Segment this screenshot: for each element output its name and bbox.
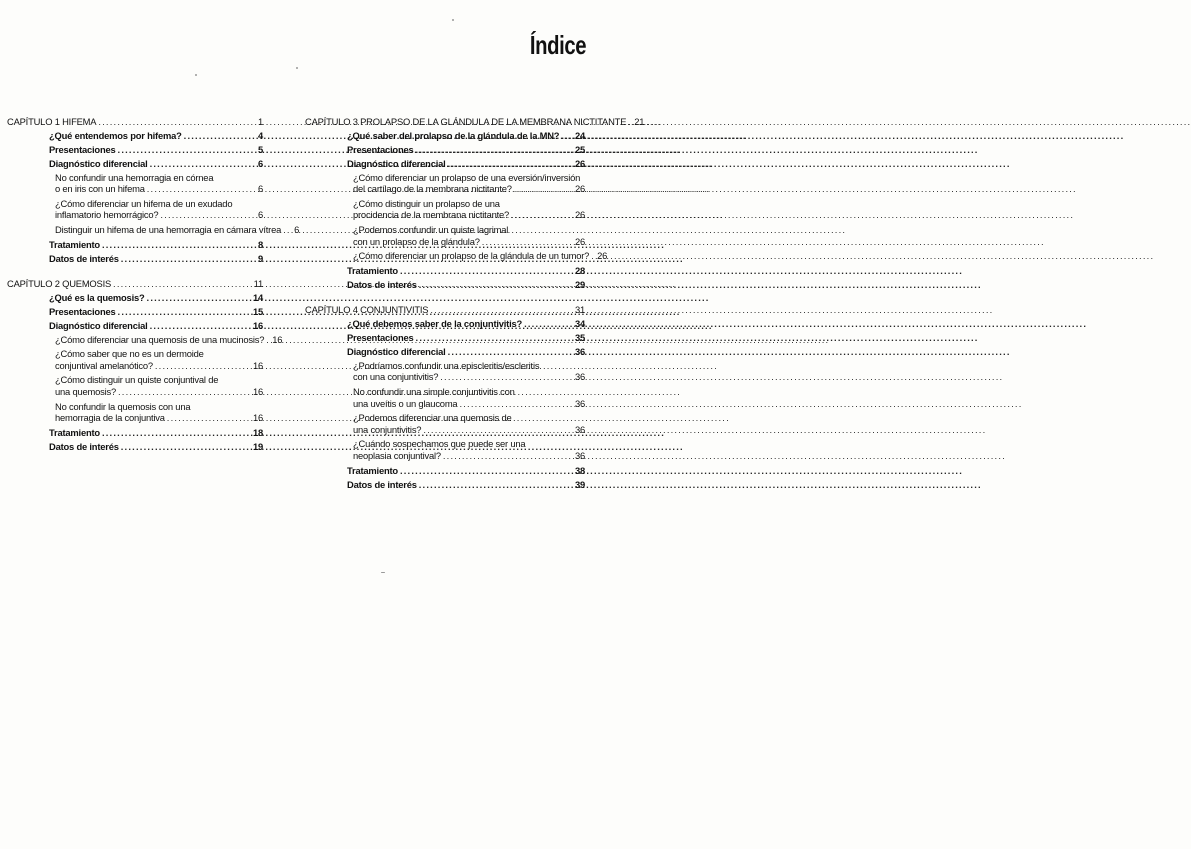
toc-entry-text: Presentaciones (49, 143, 116, 155)
toc-subentry (7, 183, 263, 195)
dot-leader (419, 479, 573, 491)
toc-subentry-line: No confundir una hemorragia en córnea (55, 171, 214, 183)
toc-subentry (7, 333, 283, 346)
toc-subentry-text: inflamatorio hemorrágico? (55, 209, 159, 221)
toc-subentry-text: conjuntival amelanótico? (55, 359, 153, 371)
chapter-heading-text: CAPÍTULO 1 HIFEMA (7, 116, 97, 127)
toc-entry (305, 144, 585, 156)
page-number: 36 (574, 345, 585, 357)
dot-leader (121, 441, 251, 453)
dot-leader (511, 209, 573, 221)
page-number: 36 (574, 371, 585, 383)
page-number: 6 (257, 209, 263, 221)
dot-leader (419, 279, 573, 291)
chapter-heading (7, 278, 263, 290)
toc-entry-text: Datos de interés (49, 252, 119, 264)
chapter-heading-text: CAPÍTULO 4 CONJUNTIVITIS (305, 304, 429, 316)
toc-subentry-line: ¿Cómo distinguir un prolapso de una (353, 197, 500, 209)
toc-entry-text: Diagnóstico diferencial (347, 157, 446, 169)
dot-leader (430, 304, 573, 316)
dot-leader (514, 183, 573, 195)
toc-entry (7, 239, 263, 251)
dot-leader (102, 427, 251, 439)
dot-leader (266, 334, 270, 346)
toc-subentry-line: ¿Cuándo sospechamos que puede ser una (353, 438, 526, 450)
toc-subentry-line: ¿Cómo saber que no es un dermoide (55, 348, 204, 360)
dot-leader (448, 346, 573, 358)
toc-subentry-line: No confundir la quemosis con una (55, 400, 191, 412)
toc-subentry (305, 183, 585, 195)
toc-entry (7, 320, 263, 332)
dot-leader (561, 130, 573, 142)
toc-subentry-text: una uveítis o un glaucoma (353, 397, 458, 409)
page-number: 15 (252, 305, 263, 317)
page-number: 14 (252, 291, 263, 303)
dot-leader (524, 318, 573, 330)
page-number: 6 (294, 223, 300, 235)
toc-column-right (305, 116, 645, 504)
page-number: 5 (257, 143, 263, 155)
page-number: 28 (574, 264, 585, 276)
toc-subentry-text: neoplasia conjuntival? (353, 449, 441, 461)
toc-subentry (305, 209, 585, 221)
toc-subentry-line: ¿Podríamos confundir una episcleritis/escleritis (353, 359, 540, 371)
toc-subentry (7, 386, 263, 398)
toc-subentry (305, 398, 585, 410)
toc-subentry-text: una quemosis? (55, 386, 116, 398)
toc-entry-text: Tratamiento (49, 238, 100, 250)
toc-entry-text: ¿Qué entendemos por hifema? (49, 129, 182, 141)
dot-leader (113, 278, 251, 290)
toc-entry (305, 130, 585, 142)
dot-leader (591, 250, 595, 262)
dot-leader (440, 371, 573, 383)
page-number: 29 (574, 278, 585, 290)
toc-entry (305, 346, 585, 358)
scan-speck (452, 19, 454, 21)
page-number: 19 (252, 440, 263, 452)
toc-subentry-line: ¿Podemos diferenciar una quemosis de (353, 412, 512, 424)
page-number: 11 (253, 278, 263, 290)
dot-leader (416, 332, 573, 344)
toc-entry-text: Diagnóstico diferencial (347, 345, 446, 357)
toc-subentry-line: ¿Cómo distinguir un quiste conjuntival de (55, 374, 219, 386)
toc-entry-text: Tratamiento (49, 426, 100, 438)
toc-column-left (7, 116, 300, 466)
toc-entry (305, 265, 585, 277)
toc-entry (7, 253, 263, 265)
toc-entry (7, 441, 263, 453)
dot-leader (160, 209, 251, 221)
toc-subentry (7, 223, 300, 236)
dot-leader (184, 130, 251, 142)
page-number: 8 (257, 238, 263, 250)
page-number: 26 (574, 183, 585, 195)
toc-subentry-line: ¿Cómo diferenciar un hifema de un exudado (55, 197, 233, 209)
chapter-heading-text: CAPÍTULO 3 PROLAPSO DE LA GLÁNDULA DE LA MEMBRANA NICTITANTE (305, 116, 627, 127)
toc-entry-text: Presentaciones (49, 305, 116, 317)
toc-entry-text: Presentaciones (347, 143, 414, 155)
page-number: 16 (252, 359, 263, 371)
page-number: 38 (574, 464, 585, 476)
toc-entry (305, 279, 585, 291)
page-number: 35 (574, 331, 585, 343)
dot-leader (118, 306, 251, 318)
toc-entry (7, 427, 263, 439)
page-number: 26 (574, 235, 585, 247)
dot-leader (400, 265, 573, 277)
page-title: Índice (529, 30, 586, 60)
page-number: 24 (574, 129, 585, 141)
page-number: 36 (574, 423, 585, 435)
chapter-2 (7, 278, 283, 452)
page-number: 18 (252, 426, 263, 438)
toc-entry-text: ¿Qué es la quemosis? (49, 291, 145, 303)
dot-leader (423, 424, 573, 436)
toc-entry-text: Diagnóstico diferencial (49, 319, 148, 331)
toc-subentry (305, 371, 585, 383)
page-number: 4 (257, 129, 263, 141)
toc-entry-text: Datos de interés (347, 478, 417, 490)
toc-subentry (7, 209, 263, 221)
chapter-heading (305, 304, 585, 316)
toc-subentry (7, 360, 263, 372)
dot-leader (443, 450, 573, 462)
toc-subentry (305, 424, 585, 436)
page-number: 6 (257, 183, 263, 195)
dot-leader (167, 412, 251, 424)
chapter-4 (305, 304, 585, 490)
toc-subentry (305, 250, 608, 262)
dot-leader (459, 398, 573, 410)
toc-subentry (305, 236, 585, 248)
toc-subentry-text: Distinguir un hifema de una hemorragia en cámara vítrea (55, 223, 282, 235)
page-number: 26 (574, 209, 585, 221)
dot-leader (118, 386, 251, 398)
page-number: 1 (257, 116, 263, 127)
toc-entry (7, 130, 263, 142)
toc-entry (7, 158, 263, 170)
toc-entry (7, 306, 263, 318)
toc-entry (305, 318, 585, 330)
toc-entry-text: Tratamiento (347, 264, 398, 276)
page-number: 36 (574, 449, 585, 461)
page-number: 34 (574, 317, 585, 329)
toc-entry-text: Datos de interés (347, 278, 417, 290)
dot-leader (121, 253, 251, 265)
dot-leader (147, 183, 251, 195)
toc-subentry-text: con una conjuntivitis? (353, 371, 439, 383)
scan-speck (381, 572, 385, 573)
page-number: 9 (257, 252, 263, 264)
scan-speck (195, 74, 197, 76)
dot-leader (628, 116, 632, 128)
chapter-1 (7, 116, 300, 264)
toc-subentry-text: hemorragia de la conjuntiva (55, 412, 165, 424)
page-number: 6 (257, 157, 263, 169)
page-number: 26 (597, 250, 608, 262)
page-number: 16 (272, 333, 283, 345)
toc-entry (305, 332, 585, 344)
page-number: 21 (634, 116, 645, 127)
toc-subentry-line: ¿Podemos confundir un quiste lagrimal (353, 223, 509, 235)
dot-leader (98, 116, 251, 128)
toc-entry-text: ¿Qué debemos saber de la conjuntivitis? (347, 317, 523, 329)
chapter-3 (305, 116, 645, 290)
toc-subentry-text: procidencia de la membrana nictitante? (353, 209, 510, 221)
toc-entry-text: Diagnóstico diferencial (49, 157, 148, 169)
page-number: 36 (574, 397, 585, 409)
chapter-heading-text: CAPÍTULO 2 QUEMOSIS (7, 278, 112, 290)
toc-entry-text: Presentaciones (347, 331, 414, 343)
toc-entry-text: ¿Qué saber del prolapso de la glándula de la MN? (347, 129, 560, 141)
dot-leader (482, 236, 573, 248)
dot-leader (400, 465, 573, 477)
toc-entry (7, 292, 263, 304)
toc-subentry-text: una conjuntivitis? (353, 423, 422, 435)
toc-subentry (7, 412, 263, 424)
toc-entry (305, 479, 585, 491)
page-number: 39 (574, 478, 585, 490)
dot-leader (416, 144, 573, 156)
toc-subentry-text: ¿Cómo diferenciar una quemosis de una mucinosis? (55, 333, 265, 345)
page-number: 31 (574, 304, 585, 316)
toc-entry (305, 465, 585, 477)
page-number: 16 (252, 386, 263, 398)
dot-leader (448, 158, 573, 170)
toc-entry-text: Tratamiento (347, 464, 398, 476)
toc-subentry-text: o en iris con un hifema (55, 183, 145, 195)
dot-leader (283, 224, 287, 236)
dot-leader (150, 320, 251, 332)
chapter-heading (305, 116, 645, 128)
page-number: 16 (252, 319, 263, 331)
toc-subentry-line: ¿Cómo diferenciar un prolapso de una eversión/inversión (353, 171, 581, 183)
page-number: 25 (574, 143, 585, 155)
toc-subentry-text: con un prolapso de la glándula? (353, 235, 480, 247)
dot-leader (102, 239, 251, 251)
chapter-heading (7, 116, 263, 128)
toc-entry-text: Datos de interés (49, 440, 119, 452)
page-number: 16 (252, 412, 263, 424)
toc-subentry (305, 450, 585, 462)
page-number: 26 (574, 157, 585, 169)
dot-leader (147, 292, 251, 304)
toc-subentry-text: ¿Cómo diferenciar un prolapso de la glándula de un tumor? (353, 250, 590, 262)
toc-subentry-text: del cartílago de la membrana nictitante? (353, 183, 512, 195)
dot-leader (155, 360, 251, 372)
toc-entry (7, 144, 263, 156)
dot-leader (118, 144, 251, 156)
dot-leader (150, 158, 251, 170)
toc-entry (305, 158, 585, 170)
toc-subentry-line: No confundir una simple conjuntivitis con (353, 386, 515, 398)
scan-speck (296, 67, 298, 69)
